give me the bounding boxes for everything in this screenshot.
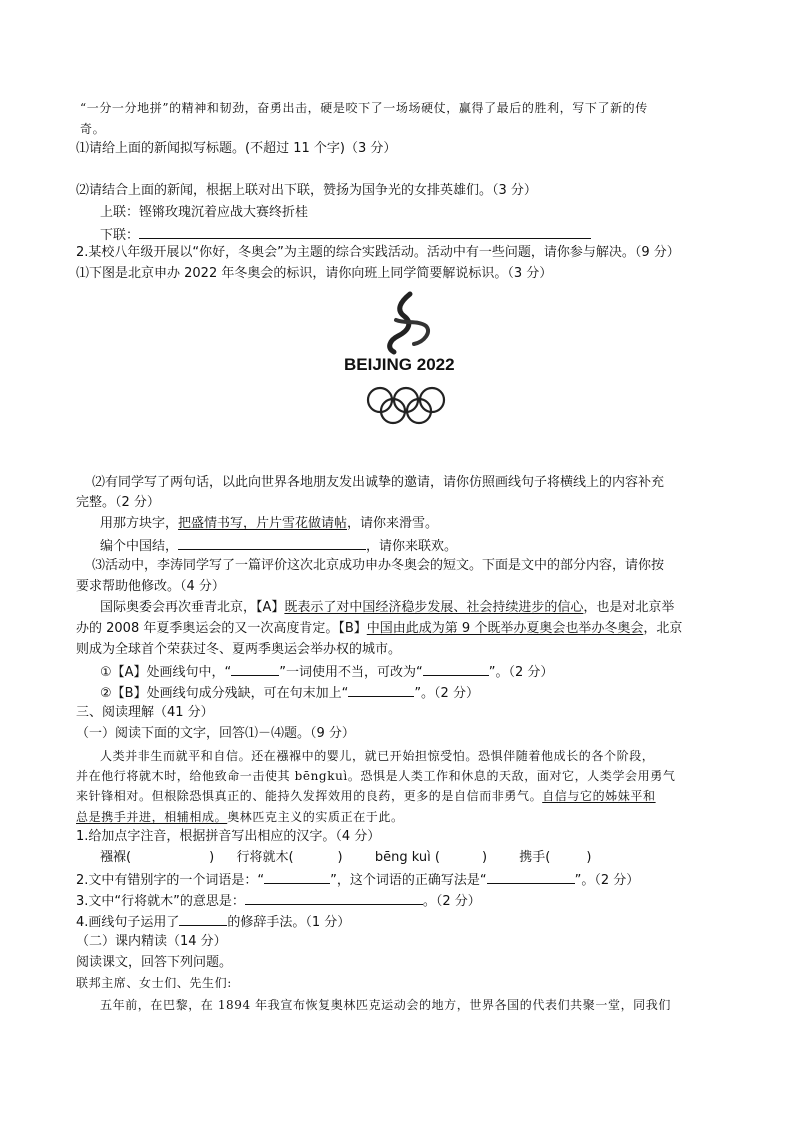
answer-blank[interactable] [423,662,489,676]
couplet-lower-label: 下联： [100,228,140,243]
underlined-phrase: 把盛情书写，片片雪花做请帖 [178,516,348,531]
answer-blank[interactable] [231,662,279,676]
sub-question-1: ①【A】处画线句中，“ ”一词使用不当，可改为“ ”。（2 分） [100,662,553,682]
answer-blank[interactable] [487,870,575,884]
question-2-1: ⑴下图是北京申办 2022 年冬奥会的标识，请你向班上同学简要解说标识。（3 分） [76,266,553,281]
passage-line: 则成为全球首个荣获过冬、夏两季奥运会举办权的城市。 [76,642,402,657]
speech-greeting: 联邦主席、女士们、先生们: [76,976,232,990]
reading-passage-line: 并在他行将就木时，给他致命一击使其 bēngkuì。恐惧是人类工作和休息的天敌，面对它，人类学会用勇气 [76,769,676,783]
news-text-line: 奇。 [80,122,106,136]
pinyin-items: 襁褓( ) 行将就木( ) bēng kuì ( ) 携手( ) [100,850,592,865]
section-3-title: 三、阅读理解（41 分） [76,705,214,720]
olympic-rings-icon [368,388,444,423]
underlined-sentence: 自信与它的姊妹平和 [542,789,656,803]
question-2-intro: 2.某校八年级开展以“你好，冬奥会”为主题的综合实践活动。活动中有一些问题，请你参与解决。（9 分） [76,245,680,260]
speech-line: 五年前，在巴黎，在 1894 年我宣布恢复奥林匹克运动会的地方，世界各国的代表们共聚一堂，同我们 [100,998,671,1012]
example-sentence: 用那方块字，把盛情书写，片片雪花做请帖，请你来滑雪。 [100,516,439,531]
beijing-2022-logo [340,290,480,425]
answer-blank[interactable] [139,225,591,239]
reading-passage-line: 来针锋相对。但根除恐惧真正的、能持久发挥效用的良药，更多的是自信而非勇气。自信与它的姊妹平和 [76,789,656,803]
reading-question-3: 3.文中“行将就木”的意思是： 。（2 分） [76,891,481,911]
couplet-lower [100,225,591,245]
reading-part-1: （一）阅读下面的文字，回答⑴－⑷题。（9 分） [76,726,355,741]
answer-blank[interactable] [348,683,414,697]
fill-sentence: 编个中国结， ，请你来联欢。 [100,536,457,556]
reading-question-4: 4.画线句子运用了 的修辞手法。（1 分） [76,912,350,932]
reading-part-2-prompt: 阅读课文，回答下列问题。 [76,955,233,970]
answer-blank[interactable] [178,536,366,550]
question-2-2: ⑵有同学写了两句话，以此向世界各地朋友发出诚挚的邀请，请你仿照画线句子将横线上的内容补充 [92,475,665,490]
answer-blank[interactable] [245,891,423,905]
passage-line: 国际奥委会再次垂青北京，【A】既表示了对中国经济稳步发展、社会持续进步的信心，也是对北京举 [100,600,675,615]
reading-part-2: （二）课内精读（14 分） [76,934,227,949]
reading-passage-line: 人类并非生而就平和自信。还在襁褓中的婴儿，就已开始担惊受怕。恐惧伴随着他成长的各个阶段， [100,749,655,763]
question-2-2-cont: 完整。（2 分） [76,495,160,510]
reading-passage-line: 总是携手并进，相辅相成。奥林匹克主义的实质正在于此。 [76,810,404,824]
answer-blank[interactable] [179,912,227,926]
underlined-sentence-b: 中国由此成为第 9 个既举办夏奥会也举办冬奥会 [366,621,644,636]
underlined-sentence-a: 既表示了对中国经济稳步发展、社会持续进步的信心 [284,600,584,615]
news-text-line: “一分一分地拼”的精神和韧劲，奋勇出击，硬是咬下了一场场硬仗，赢得了最后的胜利，写下了新的传 [80,101,648,115]
question-1-1: ⑴请给上面的新闻拟写标题。(不超过 11 个字)（3 分） [76,141,397,156]
logo-text: BEIJING 2022 [344,355,455,374]
underlined-sentence: 总是携手并进，相辅相成。 [76,810,228,824]
couplet-upper: 上联：铿锵玫瑰沉着应战大赛终折桂 [100,205,309,220]
question-1-2: ⑵请结合上面的新闻，根据上联对出下联，赞扬为国争光的女排英雄们。（3 分） [76,183,537,198]
reading-question-1: 1.给加点字注音，根据拼音写出相应的汉字。（4 分） [76,829,381,844]
sub-question-2: ②【B】处画线句成分残缺，可在句末加上“ ”。（2 分） [100,683,479,703]
question-2-3-cont: 要求帮助他修改。（4 分） [76,579,225,594]
reading-question-2: 2.文中有错别字的一个词语是：“ ”，这个词语的正确写法是“ ”。（2 分） [76,870,639,890]
passage-line: 办的 2008 年夏季奥运会的又一次高度肯定。【B】中国由此成为第 9 个既举办夏奥会也举办冬奥会，北京 [76,621,683,636]
question-2-3: ⑶活动中，李涛同学写了一篇评价这次北京成功申办冬奥会的短文。下面是文中的部分内容，请你按 [92,558,665,573]
answer-blank[interactable] [264,870,330,884]
